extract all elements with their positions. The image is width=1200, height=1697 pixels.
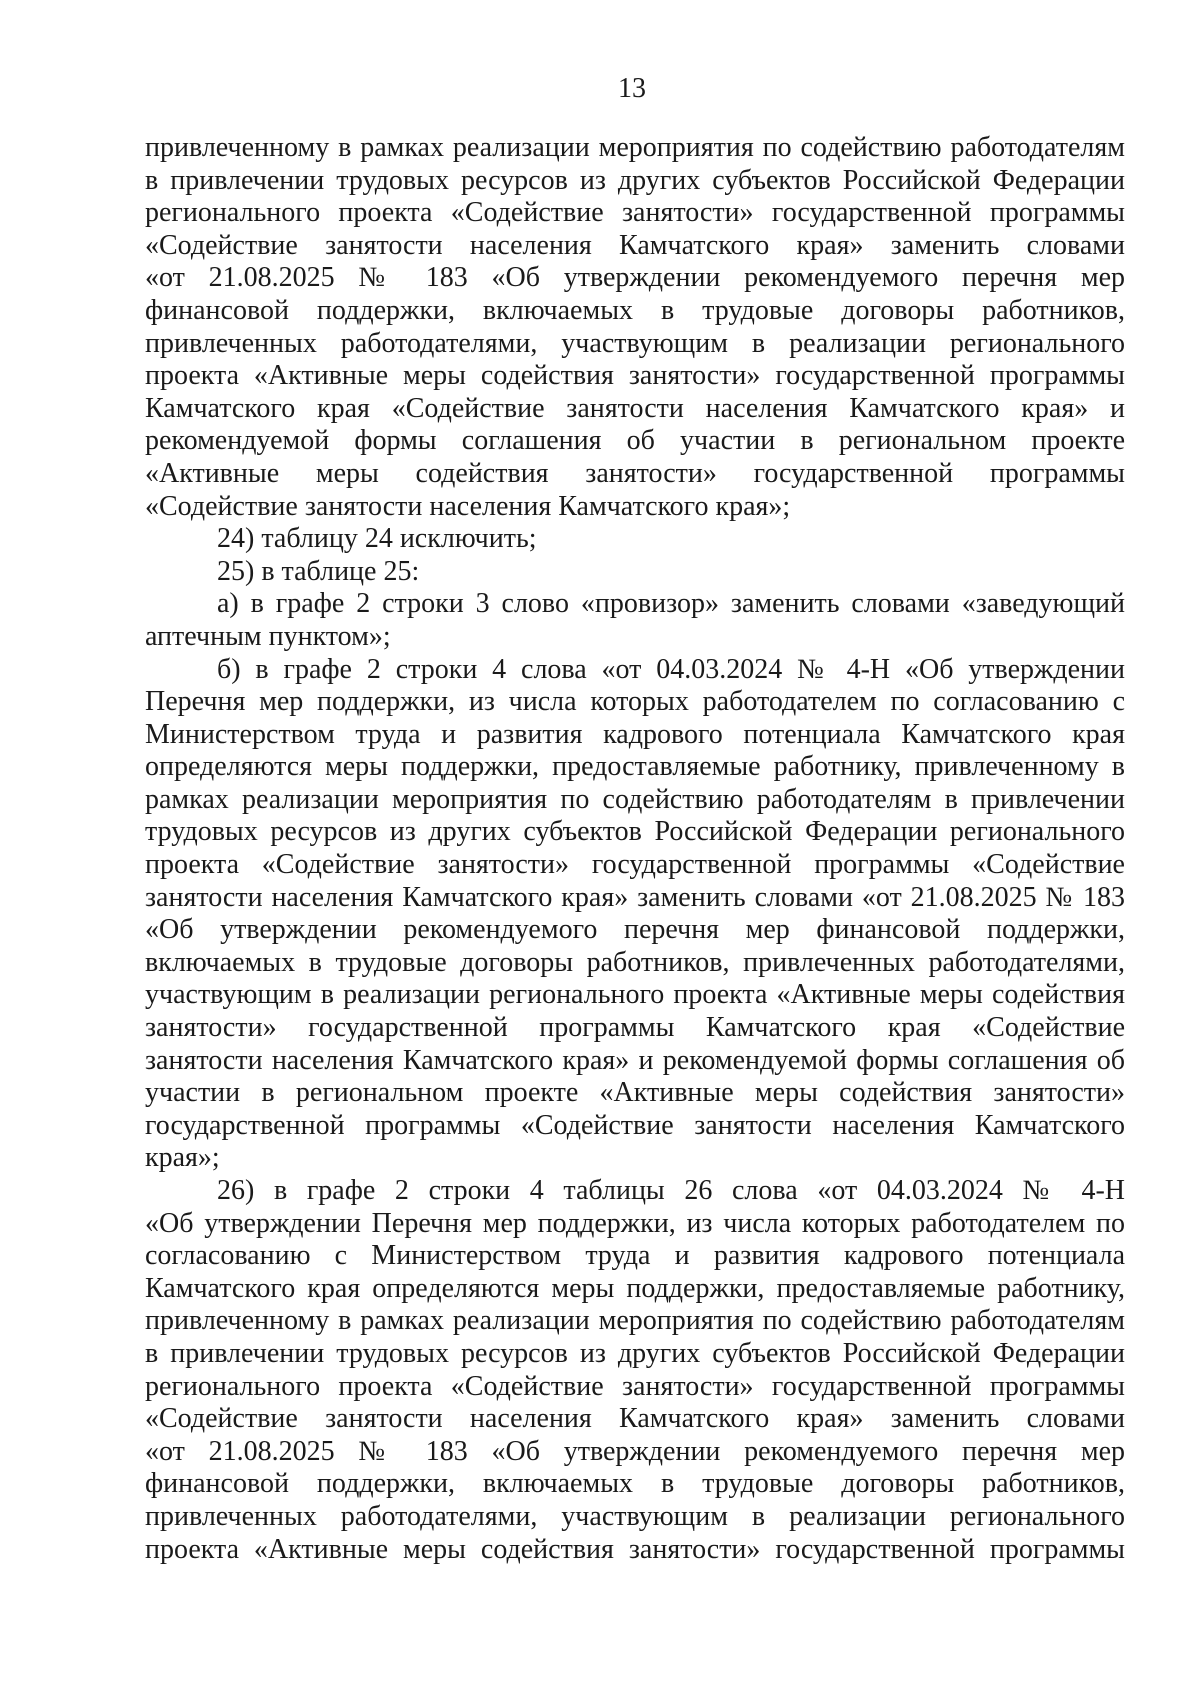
text-line: занятости» государственной программы Камчатского края «Содействие <box>145 1012 1125 1044</box>
text-line: «Содействие занятости населения Камчатского края» заменить словами <box>145 1403 1125 1435</box>
text-line: участии в региональном проекте «Активные меры содействия занятости» <box>145 1077 1125 1109</box>
text-line: финансовой поддержки, включаемых в трудовые договоры работников, <box>145 1468 1125 1500</box>
text-line: государственной программы «Содействие занятости населения Камчатского <box>145 1109 1125 1141</box>
text-line: б) в графе 2 строки 4 слова «от 04.03.2024 № 4-Н «Об утверждении <box>217 653 1125 685</box>
text-line: Камчатского края «Содействие занятости населения Камчатского края» и <box>145 392 1125 424</box>
text-line: «Об утверждении Перечня мер поддержки, из числа которых работодателем по <box>145 1207 1125 1239</box>
text-line: «Об утверждении рекомендуемого перечня мер финансовой поддержки, <box>145 914 1125 946</box>
text-line: «Содействие занятости населения Камчатского края»; <box>145 490 791 522</box>
text-line: края»; <box>145 1142 220 1174</box>
text-line: 26) в графе 2 строки 4 таблицы 26 слова «от 04.03.2024 № 4-Н <box>217 1175 1125 1206</box>
text-line: согласованию с Министерством труда и развития кадрового потенциала <box>145 1240 1125 1272</box>
text-line: в привлечении трудовых ресурсов из других субъектов Российской Федерации <box>145 1337 1125 1369</box>
text-line: занятости населения Камчатского края» и рекомендуемой формы соглашения об <box>145 1044 1125 1076</box>
text-line: «от 21.08.2025 № 183 «Об утверждении рекомендуемого перечня мер <box>145 262 1125 294</box>
text-line: аптечным пунктом»; <box>145 620 391 652</box>
text-line: финансовой поддержки, включаемых в трудовые договоры работников, <box>145 294 1125 326</box>
text-line: 24) таблицу 24 исключить; <box>217 523 537 555</box>
text-line: «Активные меры содействия занятости» государственной программы <box>145 457 1125 489</box>
text-line: проекта «Активные меры содействия занятости» государственной программы <box>145 360 1125 392</box>
text-line: Министерством труда и развития кадрового потенциала Камчатского края <box>145 718 1125 750</box>
text-line: участвующим в реализации регионального проекта «Активные меры содействия <box>145 979 1125 1011</box>
text-line: «от 21.08.2025 № 183 «Об утверждении рекомендуемого перечня мер <box>145 1435 1125 1467</box>
text-line: проекта «Активные меры содействия занятости» государственной программы <box>145 1533 1125 1565</box>
text-line: трудовых ресурсов из других субъектов Российской Федерации регионального <box>145 816 1125 848</box>
text-line: занятости населения Камчатского края» заменить словами «от 21.08.2025 № 183 <box>145 881 1125 913</box>
text-line: 25) в таблице 25: <box>217 555 420 587</box>
text-line: рамках реализации мероприятия по содействию работодателям в привлечении <box>145 783 1125 815</box>
text-line: регионального проекта «Содействие занятости» государственной программы <box>145 197 1125 229</box>
document-body <box>145 132 1125 1566</box>
page-number: 13 <box>618 73 646 104</box>
text-line: а) в графе 2 строки 3 слово «провизор» заменить словами «заведующий <box>217 588 1125 620</box>
text-line: рекомендуемой формы соглашения об участии в региональном проекте <box>145 425 1125 457</box>
text-line: Камчатского края определяются меры поддержки, предоставляемые работнику, <box>145 1272 1125 1304</box>
text-line: включаемых в трудовые договоры работников, привлеченных работодателями, <box>145 946 1125 978</box>
text-line: «Содействие занятости населения Камчатского края» заменить словами <box>145 229 1125 261</box>
text-line: Перечня мер поддержки, из числа которых работодателем по согласованию с <box>145 686 1125 718</box>
text-line: привлеченных работодателями, участвующим в реализации регионального <box>145 327 1125 359</box>
text-line: в привлечении трудовых ресурсов из других субъектов Российской Федерации <box>145 164 1125 196</box>
text-line: привлеченному в рамках реализации мероприятия по содействию работодателям <box>145 132 1125 163</box>
text-line: определяются меры поддержки, предоставляемые работнику, привлеченному в <box>145 751 1125 783</box>
text-line: проекта «Содействие занятости» государственной программы «Содействие <box>145 849 1125 881</box>
text-line: привлеченных работодателями, участвующим в реализации регионального <box>145 1500 1125 1532</box>
text-line: привлеченному в рамках реализации мероприятия по содействию работодателям <box>145 1305 1125 1337</box>
text-line: регионального проекта «Содействие занятости» государственной программы <box>145 1370 1125 1402</box>
